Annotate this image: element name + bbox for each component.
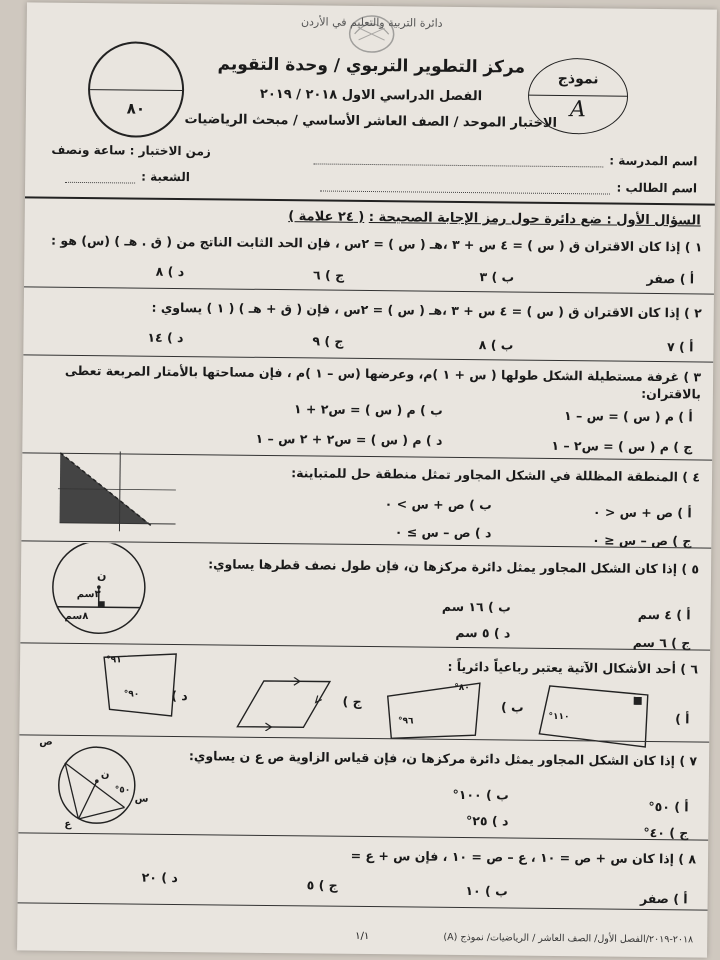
q7-point-s: ص — [39, 736, 53, 748]
score-circle — [88, 41, 185, 138]
q6-option-a[interactable]: أ ) — [675, 711, 690, 727]
question-4: ٤ ) المنطقة المظللة في الشكل المجاور تمثل منطقة حل للمتباينة: — [291, 465, 701, 485]
q2-option-b[interactable]: ب ) ٨ — [478, 337, 514, 353]
q8-option-b[interactable]: ب ) ١٠ — [465, 883, 508, 899]
q7-point-n: ن — [100, 769, 110, 781]
q5-option-d[interactable]: د ) ٥ سم — [455, 624, 511, 641]
q7-point-a: ع — [64, 818, 72, 830]
q6-shape-c — [235, 677, 332, 732]
model-letter: A — [569, 97, 586, 123]
q8-option-c[interactable]: ج ) ٥ — [306, 877, 338, 893]
q7-point-x: س — [134, 793, 149, 805]
q2-option-a[interactable]: أ ) ٧ — [666, 339, 694, 355]
section-field — [65, 169, 190, 184]
q5-option-a[interactable]: أ ) ٤ سم — [637, 606, 691, 623]
footer-text: ٢٠١٨-٢٠١٩/الفصل الأول/ الصف العاشر / الرياضيات/ نموذج (A) — [443, 931, 694, 946]
exam-line: الاختبار الموحد / الصف العاشر الأساسي / مبحث الرياضيات — [184, 112, 558, 131]
q6-angle-d2: ٩٠° — [123, 689, 140, 700]
q5-chord-label: ٨سم — [64, 610, 89, 623]
model-badge — [528, 58, 629, 135]
student-label: اسم الطالب : — [616, 180, 698, 196]
total-score: ٨٠ — [126, 99, 146, 118]
q4-option-c[interactable]: ج ) ص – س ≤ ٠ — [592, 532, 692, 549]
question-6: ٦ ) أحد الأشكال الآتية يعتبر رباعياً دائرياً : — [447, 658, 699, 677]
q7-option-c[interactable]: ج ) ٤٠° — [643, 824, 689, 841]
school-field — [313, 150, 697, 168]
student-field — [321, 177, 698, 195]
semester-line: الفصل الدراسي الاول ٢٠١٨ / ٢٠١٩ — [259, 86, 483, 105]
q3-option-d[interactable]: د ) م ( س ) = س٢ + ٢ س – ١ — [255, 430, 443, 448]
q8-option-a[interactable]: أ ) صفر — [639, 890, 688, 907]
model-label: نموذج — [557, 70, 599, 88]
page-number: ١/١ — [355, 930, 370, 943]
center-title: مركز التطوير التربوي / وحدة التقويم — [217, 54, 526, 78]
time-field: زمن الاختبار : ساعة ونصف — [51, 142, 211, 159]
question-7: ٧ ) إذا كان الشكل المجاور يمثل دائرة مركزها ن، فإن قياس الزاوية ص ع ن يساوي: — [188, 748, 698, 769]
question-5: ٥ ) إذا كان الشكل المجاور يمثل دائرة مركزها ن، فإن طول نصف قطرها يساوي: — [208, 556, 700, 577]
question-3: ٣ ) غرفة مستطيلة الشكل طولها ( س + ١ )م، وعرضها (س – ١ )م ، فإن مساحتها بالأمتار المربعة تعطى بالاقتران: — [64, 362, 702, 402]
q6-option-c[interactable]: ج ) — [342, 693, 362, 709]
circle-angle-figure — [38, 741, 149, 826]
q7-option-b[interactable]: ب ) ١٠٠° — [452, 786, 509, 803]
section-header — [288, 209, 701, 228]
q6-angle-b2: ٨٠° — [454, 682, 470, 694]
q1-option-d[interactable]: د ) ٨ — [155, 263, 185, 280]
q6-angle-a: ١١٠° — [548, 711, 570, 723]
q2-option-d[interactable]: د ) ١٤ — [147, 329, 184, 346]
q4-option-b[interactable]: ب ) ص + س > ٠ — [384, 496, 492, 513]
q5-option-b[interactable]: ب ) ١٦ سم — [441, 598, 511, 615]
q1-option-a[interactable]: أ ) صفر — [646, 270, 695, 287]
q6-angle-b1: ٩٦° — [397, 716, 414, 727]
section-title: السؤال الأول : ضع دائرة حول رمز الإجابة الصحيحة : — [368, 210, 701, 229]
q4-option-a[interactable]: أ ) ص + س < ٠ — [592, 504, 692, 521]
section-label: الشعبة : — [141, 169, 191, 185]
question-8: ٨ ) إذا كان س + ص = ١٠ ، ع – ص = ١٠ ، فإن س + ع = — [350, 847, 697, 867]
q5-height-label: ٣سم — [76, 588, 101, 601]
exam-sheet — [17, 2, 717, 957]
school-label: اسم المدرسة : — [609, 153, 698, 169]
section-marks: ( ٢٤ علامة ) — [288, 209, 365, 225]
question-1: ١ ) إذا كان الاقتران ق ( س ) = ٤ س + ٣ ،هـ ( س ) = ٢س ، فإن الحد الثابت الناتج من ( ق . هـ ) (س) هو : — [51, 232, 703, 255]
q8-option-d[interactable]: د ) ٢٠ — [141, 869, 178, 886]
q3-option-a[interactable]: أ ) م ( س ) = س – ١ — [563, 408, 693, 425]
q3-option-c[interactable]: ج ) م ( س ) = س٢ – ١ — [551, 437, 693, 455]
q7-option-d[interactable]: د ) ٢٥° — [466, 813, 509, 829]
q1-option-b[interactable]: ب ) ٣ — [479, 269, 515, 285]
q3-option-b[interactable]: ب ) م ( س ) = س٢ + ١ — [293, 401, 443, 418]
q4-option-d[interactable]: د ) ص – س ≥ ٠ — [394, 524, 492, 541]
divider — [25, 196, 715, 205]
q6-option-d[interactable]: د ) — [171, 687, 188, 704]
q1-option-c[interactable]: ج ) ٦ — [312, 267, 345, 283]
directorate-line: دائرة التربية والتعليم في الأردن — [300, 15, 443, 30]
q2-option-c[interactable]: ج ) ٩ — [312, 333, 344, 349]
q7-option-a[interactable]: أ ) ٥٠° — [648, 798, 689, 815]
q5-option-c[interactable]: ج ) ٦ سم — [632, 634, 691, 651]
question-2: ٢ ) إذا كان الاقتران ق ( س ) = ٤ س + ٣ ،هـ ( س ) = ٢س ، فإن ( ق + هـ ) ( ١ ) يساوي : — [151, 299, 702, 321]
q6-option-b[interactable]: ب ) — [500, 699, 524, 715]
shaded-region-graph — [57, 451, 178, 532]
q6-angle-d1: ٩١° — [106, 655, 122, 666]
q5-center-label: ن — [96, 569, 107, 583]
q7-angle-label: ٥٠° — [114, 785, 131, 796]
